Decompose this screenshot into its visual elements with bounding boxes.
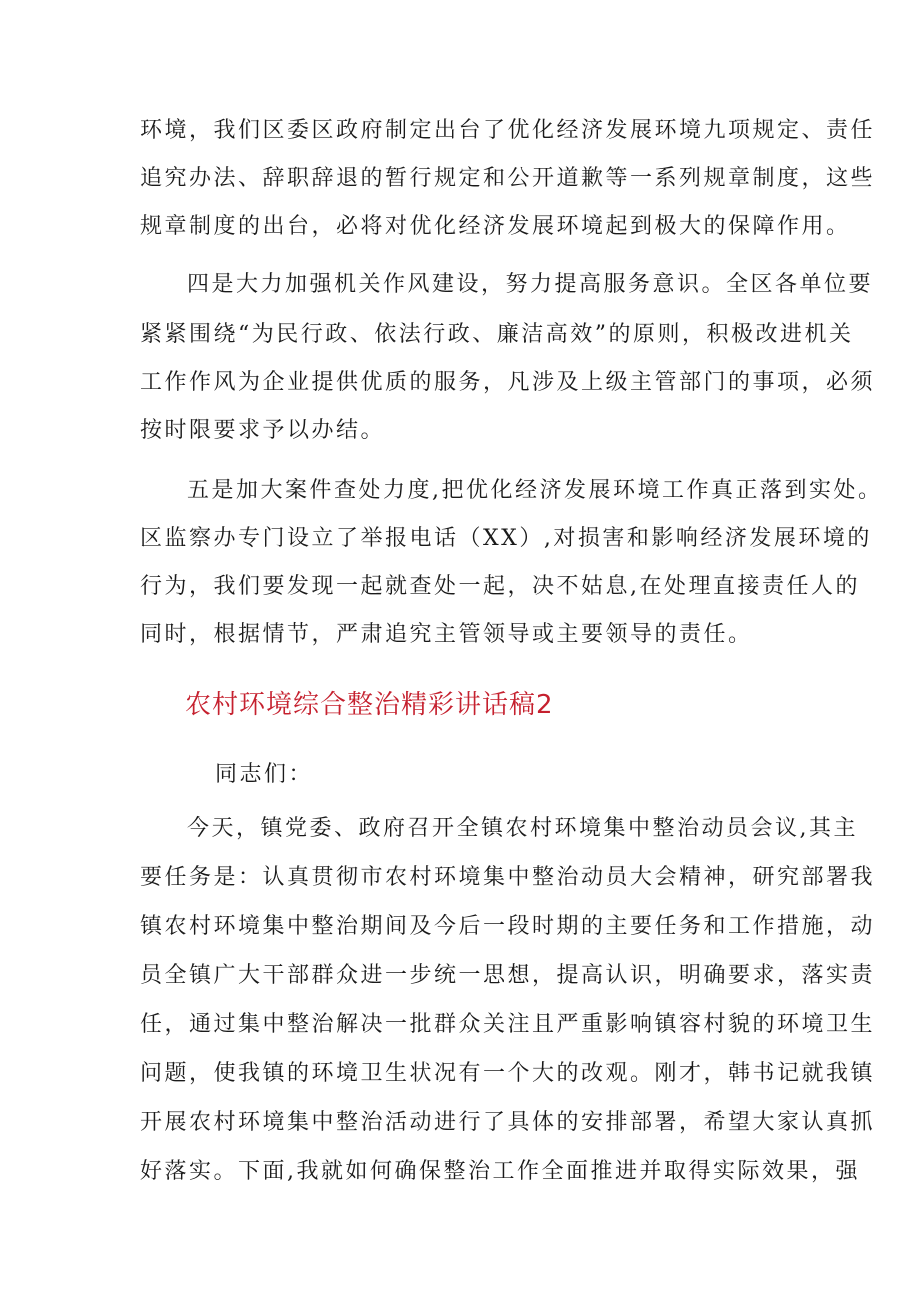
speech-line-3: 镇农村环境集中整治期间及今后一段时期的主要任务和工作措施，动	[140, 914, 876, 939]
speech-line-1: 今天，镇党委、政府召开全镇农村环境集中整治动员会议,其主	[187, 816, 858, 841]
salutation: 同志们：	[215, 762, 314, 787]
paragraph-1-line-3: 规章制度的出台，必将对优化经济发展环境起到极大的保障作用。	[140, 214, 851, 239]
speech-line-2: 要任务是：认真贯彻市农村环境集中整治动员大会精神，研究部署我	[140, 865, 876, 890]
paragraph-2-line-2: 紧紧围绕“为民行政、依法行政、廉洁高效”的原则，积极改进机关	[140, 322, 854, 347]
section-heading: 农村环境综合整治精彩讲话稿2	[185, 690, 554, 720]
paragraph-2-line-4: 按时限要求予以办结。	[140, 418, 386, 443]
paragraph-3-line-3: 行为，我们要发现一起就查处一起，决不姑息,在处理直接责任人的	[140, 574, 860, 599]
paragraph-1-line-1: 环境，我们区委区政府制定出台了优化经济发展环境九项规定、责任	[140, 118, 876, 143]
speech-line-8: 好落实。下面,我就如何确保整治工作全面推进并取得实际效果，强	[140, 1159, 860, 1184]
paragraph-3-line-4: 同时，根据情节，严肃追究主管领导或主要领导的责任。	[140, 622, 753, 647]
speech-line-7: 开展农村环境集中整治活动进行了具体的安排部署，希望大家认真抓	[140, 1110, 876, 1135]
paragraph-1-line-2: 追究办法、辞职辞退的暂行规定和公开道歉等一系列规章制度，这些	[140, 166, 876, 191]
paragraph-2-line-3: 工作作风为企业提供优质的服务，凡涉及上级主管部门的事项，必须	[140, 370, 876, 395]
speech-line-4: 员全镇广大干部群众进一步统一思想，提高认识，明确要求，落实责	[140, 963, 876, 988]
speech-line-6: 问题，使我镇的环境卫生状况有一个大的改观。刚才，韩书记就我镇	[140, 1061, 876, 1086]
paragraph-3-line-2: 区监察办专门设立了举报电话（XX）,对损害和影响经济发展环境的	[140, 526, 872, 551]
paragraph-3-line-1: 五是加大案件查处力度,把优化经济发展环境工作真正落到实处。	[187, 478, 883, 503]
paragraph-2-line-1: 四是大力加强机关作风建设，努力提高服务意识。全区各单位要	[187, 272, 874, 297]
speech-line-5: 任，通过集中整治解决一批群众关注且严重影响镇容村貌的环境卫生	[140, 1012, 876, 1037]
